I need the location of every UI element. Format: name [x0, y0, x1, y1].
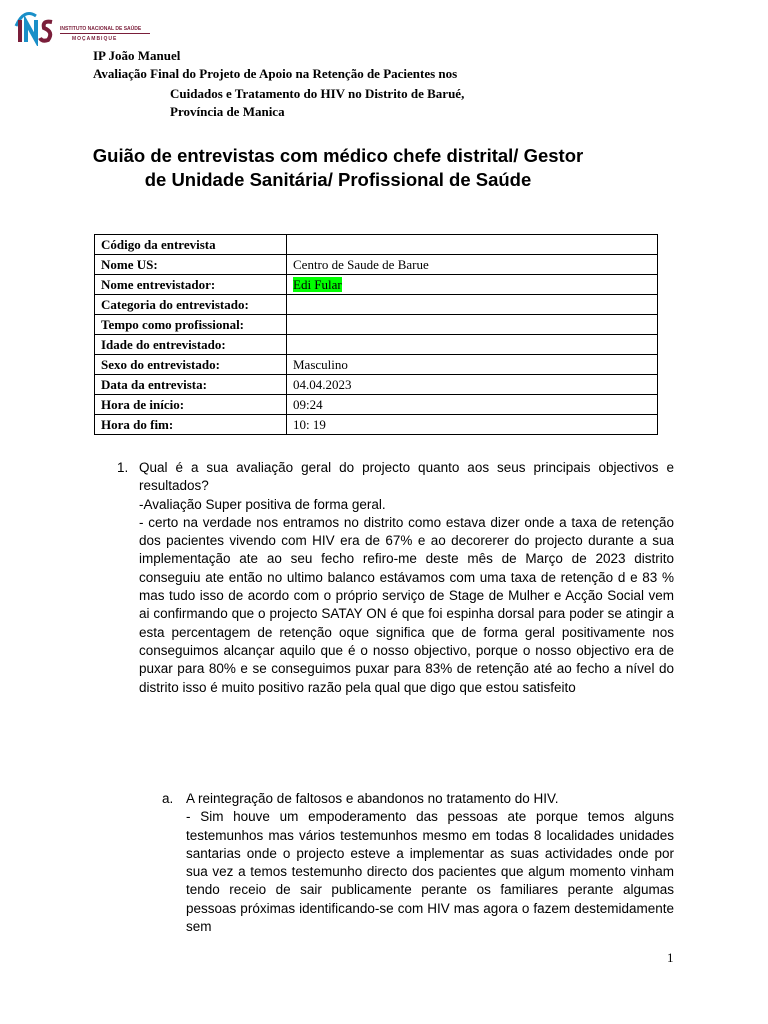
field-value — [287, 235, 658, 255]
field-value: 09:24 — [287, 395, 658, 415]
field-label: Nome entrevistador: — [95, 275, 287, 295]
field-value — [287, 335, 658, 355]
field-label: Tempo como profissional: — [95, 315, 287, 335]
table-row — [95, 275, 658, 295]
logo-name: INSTITUTO NACIONAL DE SAÚDE — [60, 26, 142, 32]
table-row — [95, 315, 658, 335]
question-1-number: 1. — [117, 460, 129, 475]
interviewer-name-highlight: Edi Fular — [293, 276, 342, 292]
subquestion-a-answer: - Sim houve um empoderamento das pessoas ate porque temos alguns testemunhos mas vários testemunhos mesmo em todas 8 localidades unidades santarias onde o projecto esteve a implementar as suas actividades onde por sua vez a temos testemunho directo dos pacientes que algum momento vinham tendo receio de sair publicamente perante os familiares perante algumas pessoas próximas identificando-se com HIV mas agora o fazem destemidamente sem — [186, 809, 674, 935]
ins-logo-mark-icon — [14, 6, 62, 46]
table-row — [95, 335, 658, 355]
page-number: 1 — [667, 950, 674, 965]
table-row — [95, 375, 658, 395]
field-label: Data da entrevista: — [95, 375, 287, 395]
field-value: 10: 19 — [287, 415, 658, 435]
header-author: IP João Manuel — [93, 48, 181, 63]
table-row — [95, 295, 658, 315]
field-value: Masculino — [287, 355, 658, 375]
document-title: Guião de entrevistas com médico chefe distrital/ Gestor de Unidade Sanitária/ Profissional de Saúde — [92, 145, 584, 190]
logo-divider — [60, 33, 150, 34]
table-row — [95, 235, 658, 255]
field-label: Nome US: — [95, 255, 287, 275]
header-study-line-3: Província de Manica — [170, 104, 285, 119]
question-1-answer-intro: -Avaliação Super positiva de forma geral. — [139, 496, 386, 512]
subquestion-a-letter: a. — [162, 791, 174, 806]
subquestion-a-text: A reintegração de faltosos e abandonos no tratamento do HIV. — [186, 791, 559, 806]
question-1-text: Qual é a sua avaliação geral do projecto quanto aos seus principais objectivos e resultados? — [139, 460, 674, 494]
header-study-line-2: Cuidados e Tratamento do HIV no Distrito de Barué, — [170, 86, 465, 101]
table-row — [95, 415, 658, 435]
table-row — [95, 255, 658, 275]
question-1-block — [139, 459, 674, 697]
field-value — [287, 295, 658, 315]
subquestion-a-block — [186, 790, 674, 936]
table-row — [95, 395, 658, 415]
field-label: Código da entrevista — [95, 235, 287, 255]
logo-country: MOÇAMBIQUE — [72, 36, 118, 42]
field-label: Categoria do entrevistado: — [95, 295, 287, 315]
field-label: Idade do entrevistado: — [95, 335, 287, 355]
field-value: Centro de Saude de Barue — [287, 255, 658, 275]
interview-info-table — [94, 234, 658, 435]
field-label: Hora do fim: — [95, 415, 287, 435]
field-value — [287, 275, 658, 295]
field-label: Sexo do entrevistado: — [95, 355, 287, 375]
field-value: 04.04.2023 — [287, 375, 658, 395]
field-label: Hora de início: — [95, 395, 287, 415]
table-row — [95, 355, 658, 375]
ins-logo — [14, 6, 144, 46]
header-study-line-1: Avaliação Final do Projeto de Apoio na Retenção de Pacientes nos — [93, 66, 458, 81]
field-value — [287, 315, 658, 335]
question-1-answer: - certo na verdade nos entramos no distrito como estava dizer onde a taxa de retenção dos pacientes vivendo com HIV era de 67% e ao decorerer do projecto durante a sua implementação ate ao seu fecho refiro-me deste mês de Março de 2023 distrito conseguiu ate então no ultimo balanco estávamos com uma taxa de retenção d e 83 % mas tudo isso de acordo com o próprio serviço de Stage de Mulher e Acção Social vem ai confirmando que o projecto SATAY ON é que foi espinha dorsal para poder se atingir a esta percentagem de retenção oque significa que de forma geral positivamente nos conseguimos alcançar aquilo que é o nosso objectivo, porque o nosso objectivo era de puxar para 80% e se conseguimos puxar para 83% de retenção até ao fecho a nível do distrito isso é muito positivo razão pela qual que digo que estou satisfeito — [139, 514, 674, 695]
